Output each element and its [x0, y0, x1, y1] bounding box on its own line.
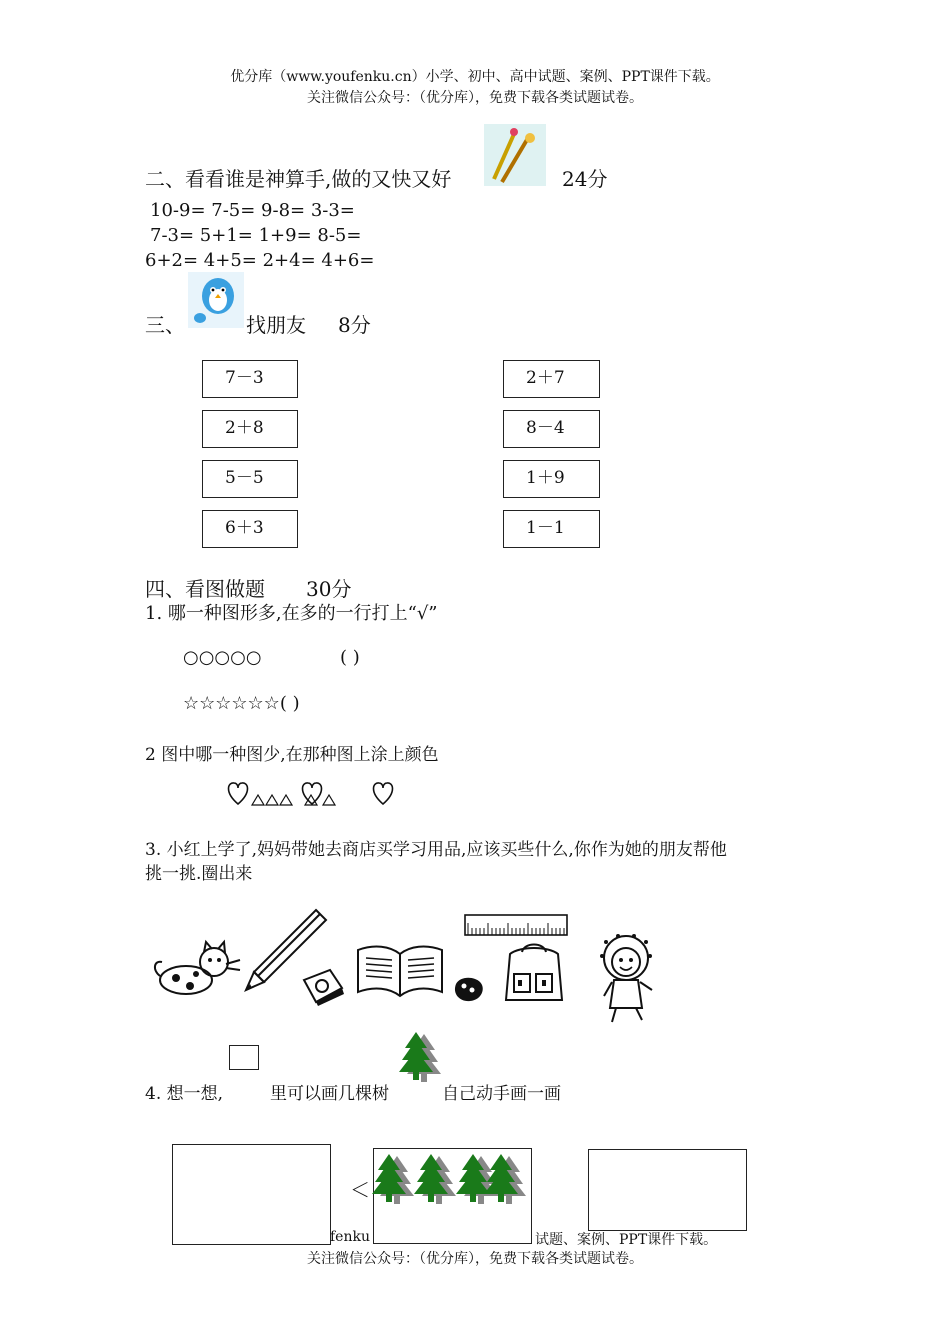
footer-line-2: 关注微信公众号：（优分库），免费下载各类试题试卷。: [307, 1251, 643, 1267]
q4-text-part3: 自己动手画一画: [442, 1084, 561, 1104]
heart-icon[interactable]: [229, 783, 248, 804]
section2-title: 二、看看谁是神算手,做的又快又好: [145, 167, 452, 191]
q2-shapes: [226, 780, 406, 810]
right-expression-box-2[interactable]: 8－4: [503, 410, 600, 448]
penguin-icon: [188, 272, 244, 328]
less-than-sign: ＜: [350, 1178, 370, 1202]
heart-icon[interactable]: [303, 783, 322, 804]
book-icon[interactable]: [354, 942, 446, 998]
q1-circles-answer[interactable]: ( ): [340, 647, 360, 668]
section2-score: 24分: [562, 167, 608, 191]
section4-title: 四、看图做题: [145, 577, 265, 601]
cat-icon[interactable]: [152, 940, 242, 1002]
section3-title: 找朋友: [246, 313, 306, 337]
header-line-2: 关注微信公众号：（优分库），免费下载各类试题试卷。: [307, 90, 643, 106]
tree-icon: [414, 1152, 456, 1204]
answer-box-right[interactable]: [588, 1149, 747, 1231]
ruler-icon[interactable]: [464, 914, 568, 936]
tree-icon: [372, 1152, 414, 1204]
left-expression-box-1[interactable]: 7－3: [202, 360, 298, 398]
footer-line-1-left: fenku: [330, 1229, 370, 1245]
section4-score: 30分: [306, 577, 352, 601]
left-expression-box-4[interactable]: 6＋3: [202, 510, 298, 548]
tree-icon: [484, 1152, 526, 1204]
q1-circles-row: ○○○○○: [183, 647, 262, 668]
q1-text: 1. 哪一种图形多,在多的一行打上“√”: [145, 603, 438, 624]
q1-stars-row[interactable]: ☆☆☆☆☆☆( ): [183, 693, 300, 714]
q3-text-line-2: 挑一挑.圈出来: [145, 864, 253, 884]
section3-prefix: 三、: [145, 313, 185, 337]
triangle-icon[interactable]: [305, 795, 335, 805]
q4-text-part1: 4. 想一想,: [145, 1084, 224, 1104]
section3-score: 8分: [338, 313, 371, 337]
right-expression-box-4[interactable]: 1－1: [503, 510, 600, 548]
right-expression-box-1[interactable]: 2＋7: [503, 360, 600, 398]
q3-text-line-1: 3. 小红上学了,妈妈带她去商店买学习用品,应该买些什么,你作为她的朋友帮他: [145, 840, 727, 860]
girl-icon[interactable]: [588, 932, 664, 1024]
footer-line-1-right: 试题、案例、PPT课件下载。: [535, 1232, 718, 1248]
eraser-icon[interactable]: [452, 974, 486, 1004]
pencils-icon: [484, 124, 546, 186]
equation-row-3: 6+2= 4+5= 2+4= 4+6=: [145, 250, 375, 271]
q4-small-square: [229, 1045, 259, 1070]
equation-row-1: 10-9= 7-5= 9-8= 3-3=: [150, 200, 355, 221]
triangle-icon[interactable]: [252, 795, 292, 805]
sharpener-icon[interactable]: [300, 966, 346, 1006]
equation-row-2: 7-3= 5+1= 1+9= 8-5=: [150, 225, 362, 246]
left-expression-box-3[interactable]: 5－5: [202, 460, 298, 498]
q4-text-part2: 里可以画几棵树: [270, 1084, 389, 1104]
left-expression-box-2[interactable]: 2＋8: [202, 410, 298, 448]
answer-box-left[interactable]: [172, 1144, 331, 1245]
header-line-1: 优分库（www.youfenku.cn）小学、初中、高中试题、案例、PPT课件下载。: [230, 69, 720, 85]
heart-icon[interactable]: [374, 783, 393, 804]
q2-text: 2 图中哪一种图少,在那种图上涂上颜色: [145, 745, 439, 765]
right-expression-box-3[interactable]: 1＋9: [503, 460, 600, 498]
tree-icon: [399, 1030, 441, 1082]
school-bag-icon[interactable]: [500, 944, 568, 1006]
